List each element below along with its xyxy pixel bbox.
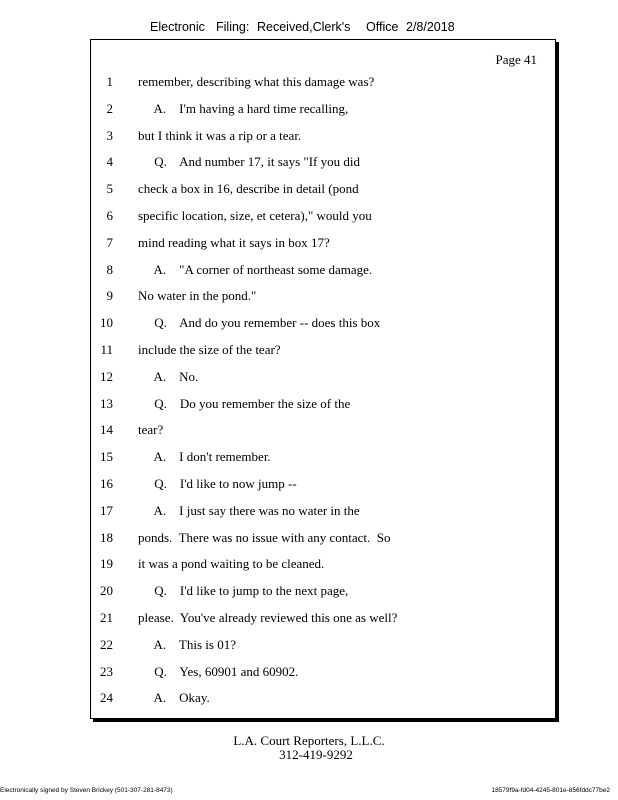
line-text: but I think it was a rip or a tear. (138, 127, 302, 143)
line-text: check a box in 16, describe in detail (pond (138, 181, 359, 197)
transcript-line (91, 315, 557, 333)
transcript-line (91, 154, 557, 172)
transcript-line (91, 235, 557, 253)
transcript-line (91, 664, 557, 682)
transcript-line (91, 422, 557, 440)
line-number: 5 (106, 181, 113, 197)
line-text: Q. And number 17, it says "If you did (138, 154, 360, 170)
line-number: 17 (100, 502, 113, 518)
line-number: 9 (106, 288, 113, 304)
line-text: A. I don't remember. (138, 449, 271, 465)
line-number: 12 (100, 368, 113, 384)
transcript-line (91, 396, 557, 414)
line-text: Q. I'd like to now jump -- (138, 476, 297, 491)
transcript-line (91, 476, 557, 494)
line-text: A. Okay. (138, 690, 210, 706)
transcript-line (91, 101, 557, 119)
line-text: specific location, size, et cetera)," would you (138, 208, 372, 223)
transcript-line (91, 262, 557, 280)
court-reporter-name: L.A. Court Reporters, L.L.C. (233, 733, 385, 748)
line-text: remember, describing what this damage was? (138, 74, 375, 89)
transcript-line (91, 556, 557, 574)
line-text: tear? (138, 422, 164, 438)
line-text: A. No. (138, 368, 199, 384)
line-number: 13 (100, 395, 113, 411)
header-office: Office (366, 20, 399, 34)
transcript-line (91, 369, 557, 387)
line-text: it was a pond waiting to be cleaned. (138, 556, 325, 572)
line-number: 10 (100, 315, 113, 331)
line-number: 8 (106, 261, 113, 277)
line-number: 21 (100, 610, 113, 625)
line-text: A. This is 01? (138, 636, 236, 652)
filing-header (0, 20, 618, 36)
transcript-line (91, 128, 557, 146)
header-electronic: Electronic (150, 20, 205, 34)
transcript-line (91, 610, 557, 628)
page-number: Page 41 (495, 52, 537, 67)
line-number: 19 (100, 556, 113, 572)
line-number: 15 (100, 449, 113, 465)
header-received: Received,Clerk's (257, 20, 351, 34)
line-number: 2 (106, 100, 113, 116)
line-text: Q. Yes, 60901 and 60902. (138, 663, 299, 679)
line-number: 23 (100, 663, 113, 679)
line-text: Q. I'd like to jump to the next page, (138, 583, 349, 599)
line-number: 3 (106, 127, 113, 143)
line-text: ponds. There was no issue with any contact. So (138, 529, 391, 545)
line-number: 22 (100, 636, 113, 652)
line-text: Q. Do you remember the size of the (138, 395, 351, 411)
line-number: 11 (100, 342, 113, 357)
transcript-line (91, 288, 557, 306)
transcript-line (91, 530, 557, 548)
transcript-line (91, 637, 557, 655)
line-number: 16 (100, 476, 113, 491)
line-number: 18 (100, 529, 113, 545)
line-text: A. I just say there was no water in the (138, 502, 360, 518)
transcript-line (91, 583, 557, 601)
line-text: please. You've already reviewed this one as well? (138, 610, 398, 625)
transcript-line (91, 181, 557, 199)
line-number: 24 (100, 690, 113, 706)
document-hash: 18579f9a-fd04-4245-801e-856fddc77be2 (491, 787, 610, 794)
electronic-signature-note: Electronically signed by Steven Brickey (501-307-281-8473) (0, 787, 173, 794)
line-number: 20 (100, 583, 113, 599)
line-number: 6 (106, 208, 113, 223)
line-text: mind reading what it says in box 17? (138, 234, 330, 250)
transcript-line (91, 503, 557, 521)
line-text: No water in the pond." (138, 288, 257, 304)
line-number: 7 (106, 234, 113, 250)
line-number: 14 (100, 422, 113, 438)
transcript-line (91, 208, 557, 226)
line-text: A. I'm having a hard time recalling, (138, 100, 349, 116)
line-text: Q. And do you remember -- does this box (138, 315, 381, 331)
transcript-line (91, 342, 557, 360)
transcript-line (91, 690, 557, 708)
line-number: 4 (106, 154, 113, 170)
header-date: 2/8/2018 (406, 20, 455, 34)
line-text: A. "A corner of northeast some damage. (138, 261, 373, 277)
line-text: include the size of the tear? (138, 342, 281, 357)
transcript-line (91, 74, 557, 92)
line-number: 1 (106, 74, 113, 89)
court-reporter-phone: 312-419-9292 (279, 747, 353, 762)
transcript-page (90, 39, 556, 719)
header-filing: Filing: (216, 20, 250, 34)
transcript-line (91, 449, 557, 467)
